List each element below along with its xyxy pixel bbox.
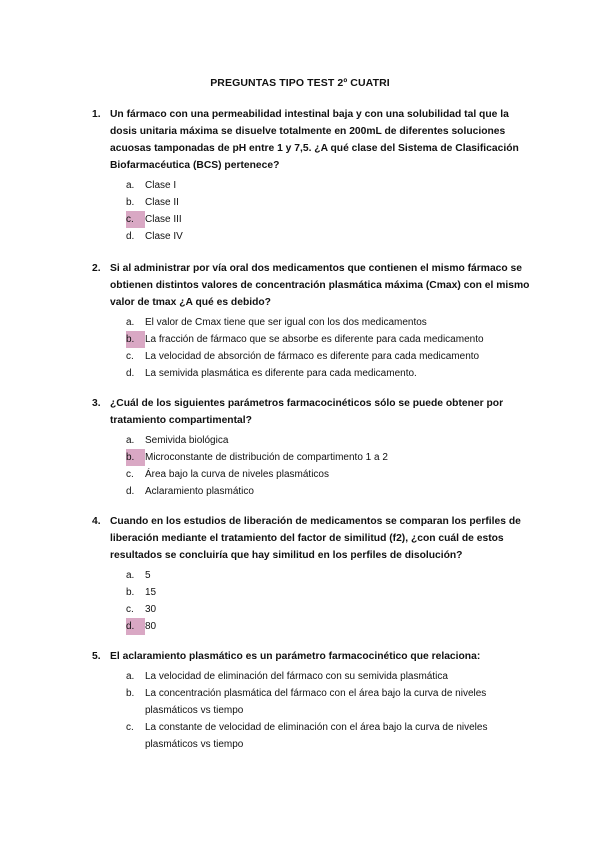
option-text: Clase III bbox=[145, 214, 182, 225]
option-letter: c. bbox=[126, 604, 134, 615]
question-3 bbox=[92, 395, 532, 500]
option-text: La constante de velocidad de eliminación con el área bajo la curva de niveles plasmáticos vs tiempo bbox=[145, 722, 488, 750]
question-number: 2. bbox=[92, 263, 101, 274]
option-letter: c. bbox=[126, 351, 134, 362]
option-text: La semivida plasmática es diferente para cada medicamento. bbox=[145, 368, 417, 379]
option-text: Clase IV bbox=[145, 231, 183, 242]
option-letter: d. bbox=[126, 486, 135, 497]
option-text: 80 bbox=[145, 621, 157, 632]
option-letter: d. bbox=[126, 231, 135, 242]
option-b bbox=[126, 194, 532, 211]
option-text: 15 bbox=[145, 587, 157, 598]
option-letter: a. bbox=[126, 435, 135, 446]
option-text: La fracción de fármaco que se absorbe es diferente para cada medicamento bbox=[145, 334, 484, 345]
option-a bbox=[126, 177, 532, 194]
question-text: Cuando en los estudios de liberación de medicamentos se comparan los perfiles de liberación mediante el tratamiento del factor de similitud (f2), ¿con cuál de estos resultados se concluiría que hay similitud en los perfiles de disolución? bbox=[110, 516, 521, 561]
option-text: 5 bbox=[145, 570, 151, 581]
option-c bbox=[126, 466, 532, 483]
option-text: Clase I bbox=[145, 180, 177, 191]
question-text: Si al administrar por vía oral dos medicamentos que contienen el mismo fármaco se obtienen distintos valores de concentración plasmática máxima (Cmax) con el mismo valor de tmax ¿A qué es debido? bbox=[110, 263, 530, 308]
question-1 bbox=[92, 106, 532, 245]
option-letter-highlighted: d. bbox=[126, 618, 145, 635]
option-b-marked bbox=[126, 331, 532, 348]
question-number: 4. bbox=[92, 516, 101, 527]
question-5 bbox=[92, 648, 532, 753]
option-d-marked bbox=[126, 618, 532, 635]
question-number: 5. bbox=[92, 651, 101, 662]
option-c bbox=[126, 348, 532, 365]
question-4 bbox=[92, 513, 532, 635]
option-text: Clase II bbox=[145, 197, 179, 208]
options-list bbox=[126, 432, 532, 500]
option-b-marked bbox=[126, 449, 532, 466]
option-c-marked bbox=[126, 211, 532, 228]
option-text: La velocidad de absorción de fármaco es diferente para cada medicamento bbox=[145, 351, 480, 362]
option-text: La velocidad de eliminación del fármaco con su semivida plasmática bbox=[145, 671, 448, 682]
option-letter-highlighted: b. bbox=[126, 449, 145, 466]
question-2 bbox=[92, 260, 532, 382]
question-text: Un fármaco con una permeabilidad intestinal baja y con una solubilidad tal que la dosis unitaria máxima se disuelve totalmente en 200mL de diferentes soluciones acuosas tamponadas de pH entre 1 y 7,5. ¿A qué clase del Sistema de Clasificación Biofarmacéutica (BCS) pertenece? bbox=[110, 109, 519, 171]
option-c bbox=[126, 719, 532, 753]
option-letter-highlighted: b. bbox=[126, 331, 145, 348]
option-letter: b. bbox=[126, 587, 135, 598]
option-letter-highlighted: c. bbox=[126, 211, 145, 228]
options-list bbox=[126, 567, 532, 635]
option-b bbox=[126, 685, 532, 719]
option-text: El valor de Cmax tiene que ser igual con los dos medicamentos bbox=[145, 317, 427, 328]
option-a bbox=[126, 668, 532, 685]
option-letter: c. bbox=[126, 722, 134, 733]
options-list bbox=[126, 177, 532, 245]
option-letter: a. bbox=[126, 180, 135, 191]
options-list bbox=[126, 668, 532, 753]
option-d bbox=[126, 365, 532, 382]
option-text: Área bajo la curva de niveles plasmáticos bbox=[145, 469, 329, 480]
option-letter: a. bbox=[126, 317, 135, 328]
option-text: 30 bbox=[145, 604, 157, 615]
page-title: PREGUNTAS TIPO TEST 2º CUATRI bbox=[210, 77, 390, 89]
option-a bbox=[126, 432, 532, 449]
option-text: Aclaramiento plasmático bbox=[145, 486, 254, 497]
option-text: La concentración plasmática del fármaco con el área bajo la curva de niveles plasmáticos vs tiempo bbox=[145, 688, 487, 716]
option-a bbox=[126, 314, 532, 331]
option-letter: b. bbox=[126, 197, 135, 208]
option-letter: c. bbox=[126, 469, 134, 480]
option-d bbox=[126, 228, 532, 245]
option-letter: a. bbox=[126, 671, 135, 682]
option-a bbox=[126, 567, 532, 584]
question-text: El aclaramiento plasmático es un parámetro farmacocinético que relaciona: bbox=[110, 651, 481, 662]
question-number: 3. bbox=[92, 398, 101, 409]
option-text: Microconstante de distribución de compartimento 1 a 2 bbox=[145, 452, 388, 463]
option-b bbox=[126, 584, 532, 601]
question-text: ¿Cuál de los siguientes parámetros farmacocinéticos sólo se puede obtener por tratamiento compartimental? bbox=[110, 398, 504, 426]
options-list bbox=[126, 314, 532, 382]
option-letter: a. bbox=[126, 570, 135, 581]
option-letter: b. bbox=[126, 688, 135, 699]
option-text: Semivida biológica bbox=[145, 435, 229, 446]
option-c bbox=[126, 601, 532, 618]
question-number: 1. bbox=[92, 109, 101, 120]
option-d bbox=[126, 483, 532, 500]
option-letter: d. bbox=[126, 368, 135, 379]
